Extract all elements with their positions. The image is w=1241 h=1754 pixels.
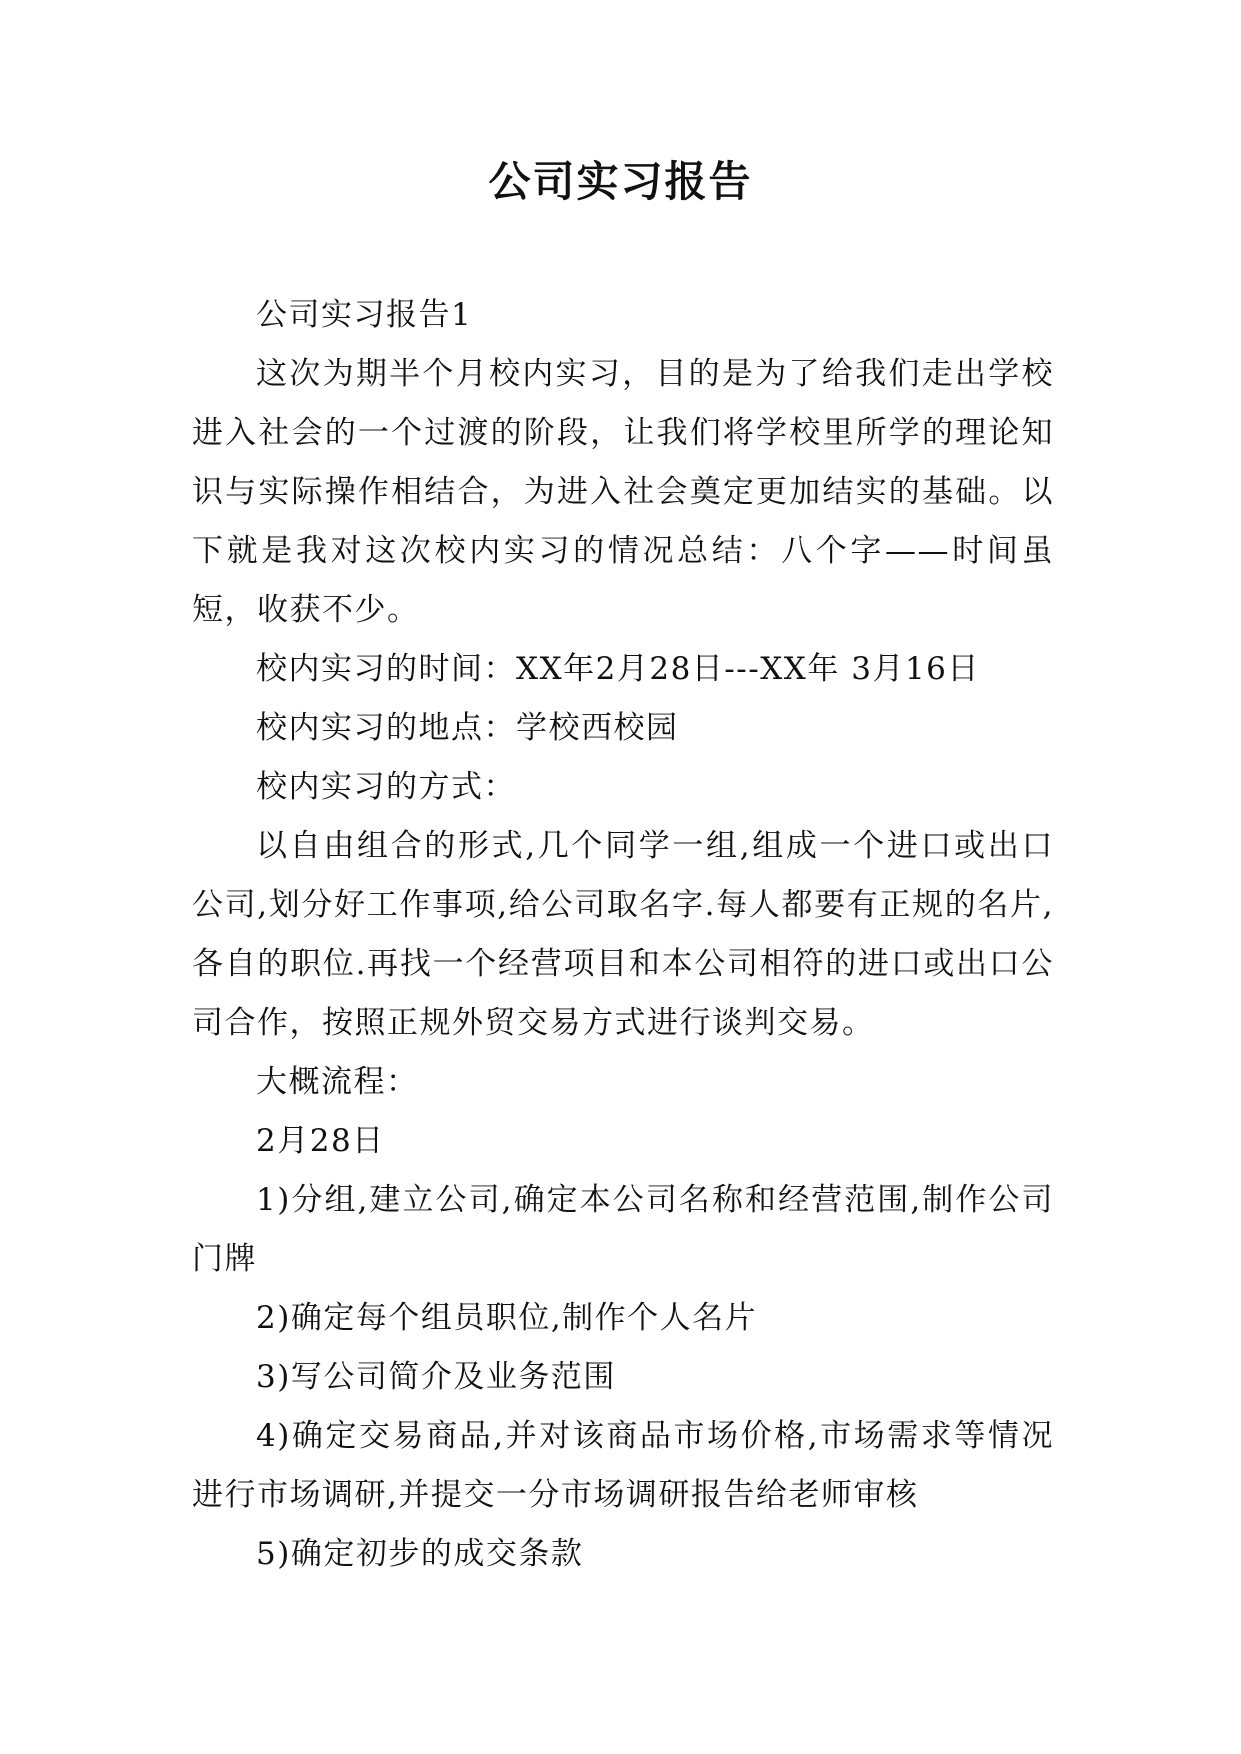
process-date: 2月28日 — [256, 1123, 385, 1159]
process-step-3: 3)写公司简介及业务范围 — [256, 1359, 616, 1395]
document-body — [192, 286, 1054, 1584]
internship-location: 校内实习的地点：学校西校园 — [256, 710, 679, 746]
internship-time: 校内实习的时间：XX年2月28日---XX年 3月16日 — [256, 651, 980, 687]
process-step-4: 4)确定交易商品,并对该商品市场价格,市场需求等情况进行市场调研,并提交一分市场调研报告给老师审核 — [192, 1418, 1054, 1513]
document-title: 公司实习报告 — [488, 157, 753, 206]
process-heading: 大概流程： — [256, 1064, 419, 1100]
internship-method-paragraph: 以自由组合的形式,几个同学一组,组成一个进口或出口公司,划分好工作事项,给公司取名字.每人都要有正规的名片,各自的职位.再找一个经营项目和本公司相符的进口或出口公司合作，按照正规外贸交易方式进行谈判交易。 — [192, 828, 1054, 1041]
intro-paragraph: 这次为期半个月校内实习，目的是为了给我们走出学校进入社会的一个过渡的阶段，让我们将学校里所学的理论知识与实际操作相结合，为进入社会奠定更加结实的基础。以下就是我对这次校内实习的情况总结：八个字——时间虽短，收获不少。 — [192, 356, 1054, 628]
process-step-2: 2)确定每个组员职位,制作个人名片 — [256, 1300, 758, 1336]
process-step-5: 5)确定初步的成交条款 — [256, 1536, 584, 1572]
process-step-1: 1)分组,建立公司,确定本公司名称和经营范围,制作公司门牌 — [192, 1182, 1054, 1277]
report-heading: 公司实习报告1 — [256, 297, 473, 333]
internship-method-heading: 校内实习的方式： — [256, 769, 516, 805]
